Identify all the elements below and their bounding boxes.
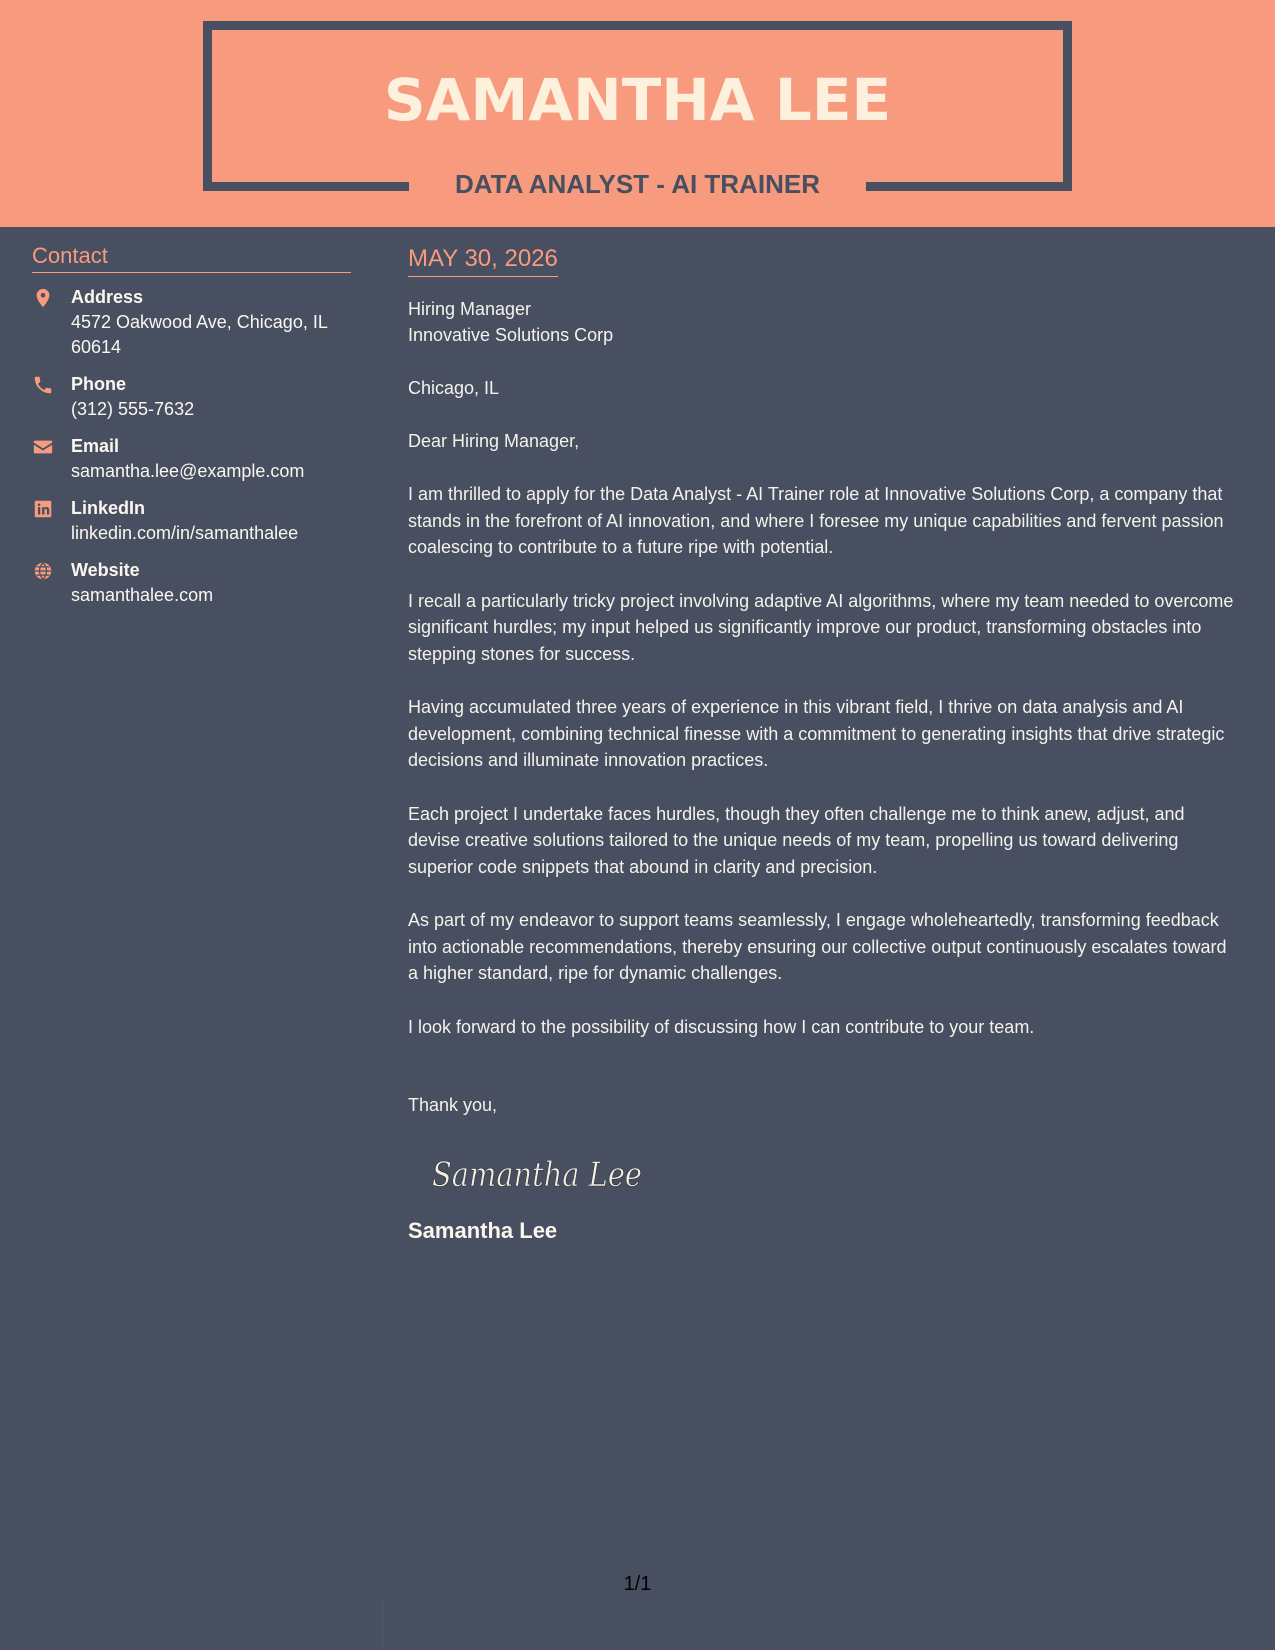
contact-value-linkedin: linkedin.com/in/samanthalee <box>71 523 299 543</box>
body-paragraph: I am thrilled to apply for the Data Analyst - AI Trainer role at Innovative Solutions Corp, a company that stands in the forefront of AI innovation, and where I foresee my unique capabilities and fervent passion coalescing to contribute to a future ripe with potential. <box>408 484 1224 557</box>
contact-value-address-line1: 4572 Oakwood Ave, Chicago, IL <box>71 312 328 332</box>
contact-item-linkedin <box>32 496 351 546</box>
svg-text:Samantha Lee: Samantha Lee <box>432 1155 642 1195</box>
letter-body <box>408 242 1234 1246</box>
recipient-location: Chicago, IL <box>408 378 500 398</box>
contact-value-website: samanthalee.com <box>71 585 214 605</box>
email-icon <box>32 436 54 458</box>
job-title: DATA ANALYST - AI TRAINER <box>455 169 820 199</box>
contact-value-phone: (312) 555-7632 <box>71 399 195 419</box>
phone-icon <box>32 374 54 396</box>
page-number: 1/1 <box>623 1573 652 1595</box>
letter-date: MAY 30, 2026 <box>408 242 558 277</box>
contact-value-email: samantha.lee@example.com <box>71 461 305 481</box>
handwritten-signature <box>430 1148 670 1196</box>
contact-value-address-line2: 60614 <box>71 337 122 357</box>
column-divider <box>382 1600 383 1650</box>
header-banner <box>0 0 1275 227</box>
contact-heading: Contact <box>32 240 351 273</box>
contact-item-email <box>32 434 351 484</box>
contact-label-phone: Phone <box>71 374 127 394</box>
candidate-name: SAMANTHA LEE <box>383 66 892 134</box>
body-paragraph: I recall a particularly tricky project involving adaptive AI algorithms, where my team needed to overcome significant hurdles; my input helped us significantly improve our product, transforming obstacles into stepping stones for success. <box>408 590 1234 664</box>
contact-item-phone <box>32 372 351 422</box>
map-pin-icon <box>32 287 54 309</box>
body-paragraph: As part of my endeavor to support teams seamlessly, I engage wholeheartedly, transforming feedback into actionable recommendations, thereby ensuring our collective output continuously escalates toward a higher standard, ripe for dynamic challenges. <box>408 910 1227 983</box>
contact-label-address: Address <box>71 287 144 307</box>
salutation: Dear Hiring Manager, <box>408 431 580 451</box>
body-paragraph: Each project I undertake faces hurdles, though they often challenge me to think anew, adjust, and devise creative solutions tailored to the unique needs of my team, propelling us toward delivering superior code snippets that abound in clarity and precision. <box>408 803 1185 877</box>
linkedin-icon <box>32 498 54 520</box>
body-paragraph: I look forward to the possibility of discussing how I can contribute to your team. <box>408 1016 1035 1037</box>
contact-label-email: Email <box>71 436 120 456</box>
recipient-block <box>408 296 1234 348</box>
contact-sidebar <box>32 240 351 620</box>
signer-name: Samantha Lee <box>408 1218 558 1243</box>
contact-item-address <box>32 285 351 360</box>
recipient-title: Hiring Manager <box>408 299 532 319</box>
contact-label-linkedin: LinkedIn <box>71 498 146 518</box>
globe-icon <box>32 560 54 582</box>
body-paragraph: Having accumulated three years of experience in this vibrant field, I thrive on data analysis and AI development, combining technical finesse with a commitment to generating insights that drive strategic decisions and illuminate innovation practices. <box>408 697 1225 770</box>
recipient-company: Innovative Solutions Corp <box>408 325 614 345</box>
closing-line: Thank you, <box>408 1095 498 1115</box>
contact-label-website: Website <box>71 560 140 580</box>
contact-item-website <box>32 558 351 608</box>
